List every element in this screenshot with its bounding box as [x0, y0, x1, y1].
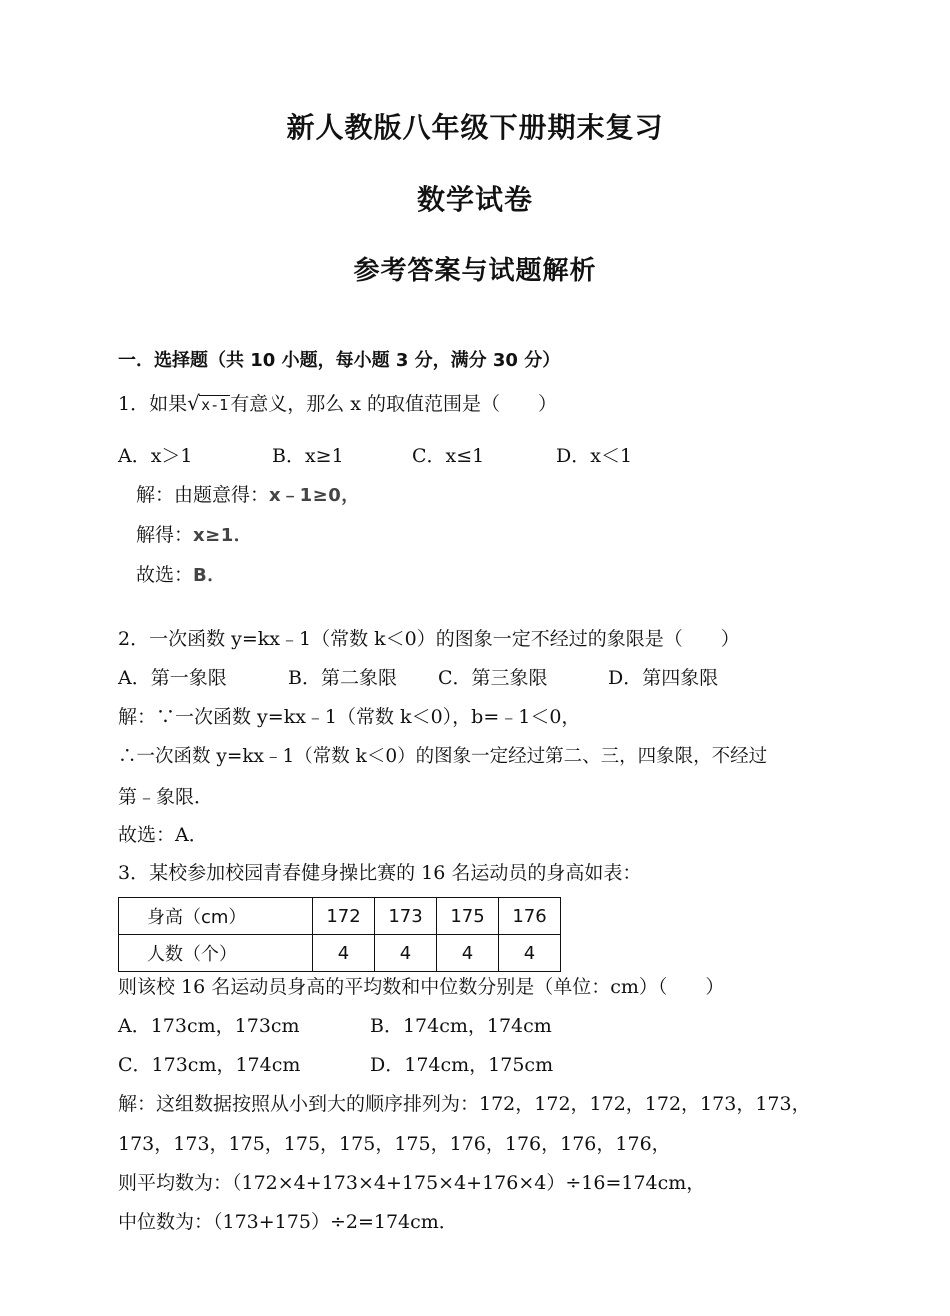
q3-option-b: B．174cm，174cm [370, 1015, 552, 1037]
table-cell: 173 [375, 898, 437, 935]
q3-option-a: A．173cm，173cm [118, 1015, 300, 1037]
q1-option-c: C．x≤1 [412, 445, 485, 467]
table-row [119, 935, 561, 972]
q3-option-c: C．173cm，174cm [118, 1054, 301, 1076]
table-cell: 4 [375, 935, 437, 972]
section-heading: 一．选择题（共 10 小题，每小题 3 分，满分 30 分） [118, 350, 561, 371]
table-cell-header: 身高（cm） [119, 898, 313, 935]
q3-solution-line2: 173，173，175，175，175，175，176，176，176，176， [118, 1133, 671, 1155]
answer-title: 参考答案与试题解析 [353, 256, 597, 286]
q1-solution [136, 482, 360, 509]
table-cell: 4 [437, 935, 499, 972]
q1-option-b: B．x≥1 [272, 445, 344, 467]
q3-solution-line4: 中位数为：（173+175）÷2=174cm． [118, 1211, 458, 1233]
table-cell-header: 人数（个） [119, 935, 313, 972]
q1-stem-after: 有意义，那么 x 的取值范围是（ ） [230, 393, 557, 415]
q3-stem: 3．某校参加校园青春健身操比赛的 16 名运动员的身高如表： [118, 862, 642, 884]
q1-step [136, 522, 252, 549]
table-cell: 172 [313, 898, 375, 935]
subject-title: 数学试卷 [416, 183, 533, 216]
q2-option-c: C．第三象限 [438, 667, 548, 689]
q1-step-label: 解得： [136, 524, 194, 546]
q1-radicand: x-1 [201, 396, 229, 414]
q1-choice-expr: B． [193, 565, 226, 586]
q1-stem-before: 1．如果 [118, 393, 188, 415]
q2-option-a: A．第一象限 [118, 667, 227, 689]
q1-stem [118, 391, 557, 418]
sqrt-expression [187, 392, 230, 418]
table-row [119, 898, 561, 935]
q2-option-d: D．第四象限 [608, 667, 719, 689]
q1-option-d: D．x＜1 [556, 445, 633, 467]
q1-choice [136, 562, 226, 589]
q1-option-a: A．x＞1 [118, 445, 193, 467]
q1-step-expr: x≥1． [193, 525, 253, 546]
q1-choice-label: 故选： [136, 564, 194, 586]
main-title: 新人教版八年级下册期末复习 [286, 111, 664, 144]
radical-sign: √ [187, 391, 200, 415]
q2-solution-line1: 解：∵一次函数 y=kx﹣1（常数 k＜0），b=﹣1＜0， [118, 706, 581, 728]
q2-solution-line3: 第﹣象限． [118, 786, 214, 808]
q1-solution-expr: x﹣1≥0， [269, 485, 360, 506]
q1-solution-label: 解：由题意得： [136, 484, 270, 506]
q2-option-b: B．第二象限 [288, 667, 397, 689]
table-cell: 4 [313, 935, 375, 972]
q2-stem: 2．一次函数 y=kx﹣1（常数 k＜0）的图象一定不经过的象限是（ ） [118, 628, 740, 650]
table-cell: 176 [499, 898, 561, 935]
q2-solution-line2: ∴一次函数 y=kx﹣1（常数 k＜0）的图象一定经过第二、三，四象限，不经过 [118, 746, 768, 767]
table-cell: 175 [437, 898, 499, 935]
q2-choice: 故选：A． [118, 824, 208, 846]
q3-question: 则该校 16 名运动员身高的平均数和中位数分别是（单位：cm）（ ） [118, 976, 725, 998]
table-cell: 4 [499, 935, 561, 972]
height-table [118, 897, 561, 972]
q3-solution-line1: 解：这组数据按照从小到大的顺序排列为：172，172，172，172，173，173， [118, 1093, 811, 1115]
q3-option-d: D．174cm，175cm [370, 1054, 554, 1076]
q3-solution-line3: 则平均数为：（172×4+173×4+175×4+176×4）÷16=174cm， [118, 1172, 706, 1194]
